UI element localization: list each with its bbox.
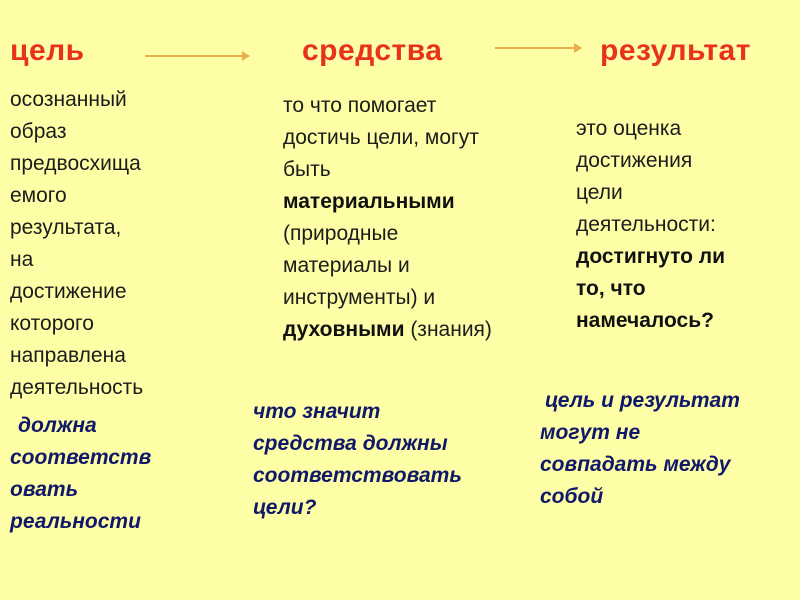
bold-term: намечалось? [576, 309, 714, 332]
heading-goal: цель [10, 34, 85, 67]
text-line: инструменты) и [283, 286, 436, 309]
text-line: овать [10, 478, 79, 501]
text-line: цель и результат [545, 389, 740, 412]
text-fragment: (знания) [404, 318, 492, 341]
bold-term: то, что [576, 277, 646, 300]
means-description [283, 90, 492, 346]
text-line: деятельность [10, 376, 144, 399]
means-question [253, 396, 462, 524]
result-question [540, 385, 740, 513]
text-line: материалы и [283, 254, 410, 277]
text-line [283, 186, 492, 218]
text-line: достижение [10, 280, 127, 303]
text-line: должна [18, 414, 97, 437]
text-line: направлена [10, 344, 126, 367]
text-line: соответствовать [253, 464, 462, 487]
text-line: (природные [283, 222, 399, 245]
bold-term: материальными [283, 190, 455, 213]
text-line: совпадать между [540, 453, 731, 476]
text-line: осознанный [10, 88, 127, 111]
text-line: это оценка [576, 117, 682, 140]
arrow-means-to-result [495, 47, 580, 49]
text-line [576, 273, 725, 305]
heading-means: средства [302, 34, 443, 67]
text-line: на [10, 248, 34, 271]
text-line: достижения [576, 149, 693, 172]
text-line: средства должны [253, 432, 448, 455]
text-line: цели [576, 181, 623, 204]
text-line: могут не [540, 421, 641, 444]
text-line: деятельности: [576, 213, 716, 236]
text-line: что значит [253, 400, 381, 423]
bold-term: духовными [283, 318, 405, 341]
bold-term: достигнуто ли [576, 245, 726, 268]
text-line: соответств [10, 446, 152, 469]
text-line [283, 314, 492, 346]
text-line: предвосхища [10, 152, 141, 175]
goal-question [10, 410, 151, 538]
text-line: емого [10, 184, 67, 207]
text-line: которого [10, 312, 94, 335]
goal-description [10, 84, 143, 404]
text-line [576, 305, 725, 337]
text-line: реальности [10, 510, 141, 533]
result-description [576, 113, 725, 337]
text-line [576, 241, 725, 273]
text-line: быть [283, 158, 331, 181]
arrow-goal-to-means [145, 55, 248, 57]
text-line: то что помогает [283, 94, 437, 117]
text-line: достичь цели, могут [283, 126, 479, 149]
text-line: результата, [10, 216, 122, 239]
text-line: образ [10, 120, 67, 143]
text-line: собой [540, 485, 604, 508]
text-line: цели? [253, 496, 317, 519]
heading-result: результат [600, 34, 751, 67]
